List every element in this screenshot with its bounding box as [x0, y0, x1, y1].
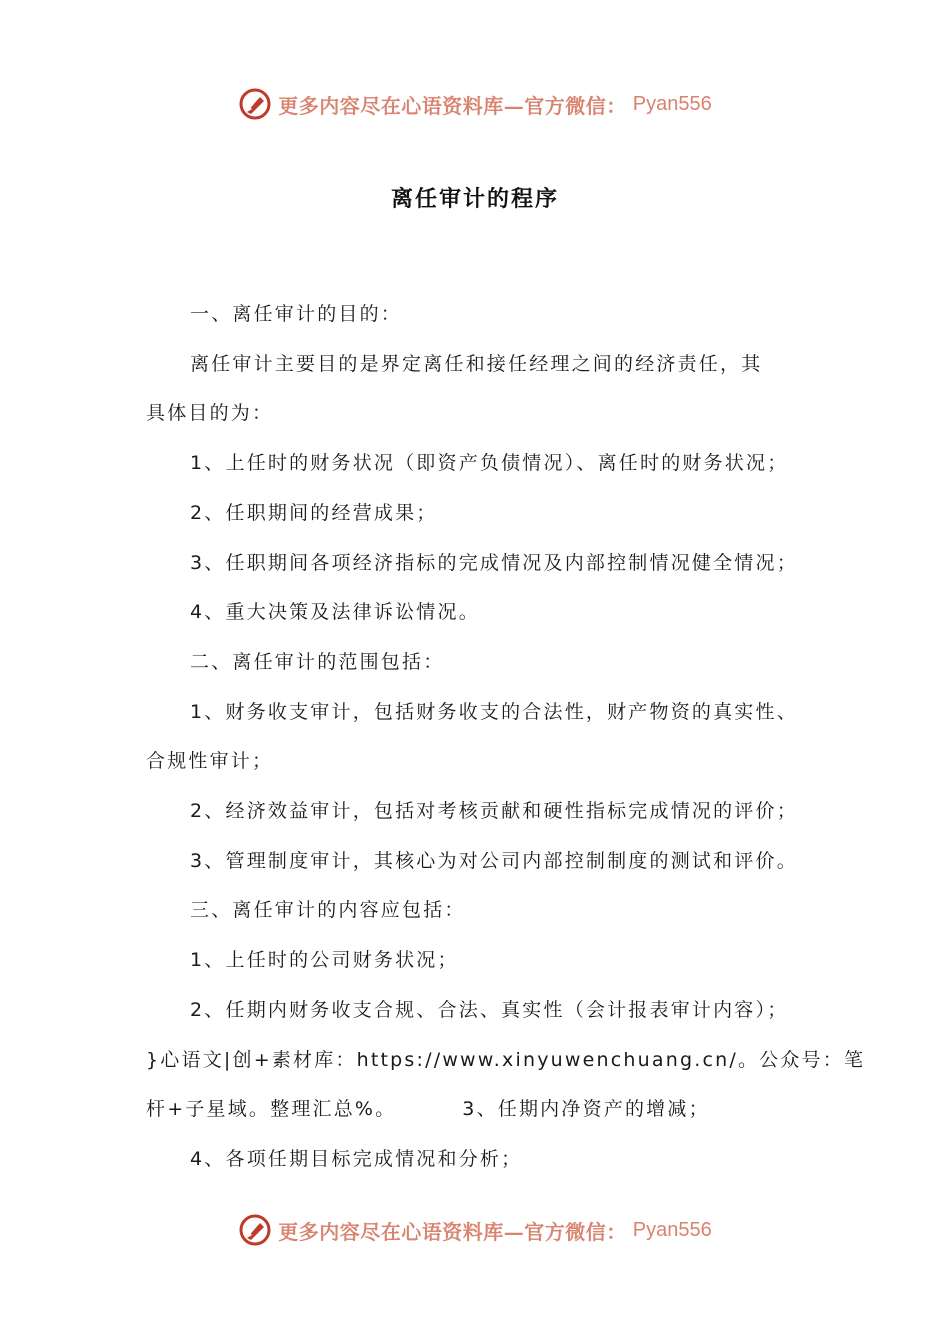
list-item: 3、管理制度审计，其核心为对公司内部控制制度的测试和评价。: [190, 849, 798, 872]
document-title: 离任审计的程序: [390, 187, 559, 212]
watermark-text: 更多内容尽在心语资料库—官方微信：: [278, 1219, 627, 1244]
section-heading-scope: 二、离任审计的范围包括：: [190, 650, 445, 673]
watermark-account: Pyan556: [632, 1218, 712, 1241]
list-item: 1、上任时的财务状况（即资产负债情况）、离任时的财务状况；: [190, 452, 789, 475]
list-item: 4、各项任期目标完成情况和分析；: [190, 1147, 523, 1170]
footer-watermark: [0, 1210, 950, 1250]
pen-nib-logo-icon: [238, 87, 272, 121]
watermark-account: Pyan556: [632, 92, 712, 115]
document-body: [146, 290, 866, 1185]
list-item: 2、任职期间的经营成果；: [190, 501, 438, 524]
inserted-ad-line: }心语文|创+素材库：https://www.xinyuwenchuang.cn/。公众号：笔: [146, 1048, 866, 1071]
header-watermark: [0, 84, 950, 124]
list-item: 1、上任时的公司财务状况；: [190, 949, 459, 972]
list-item: 4、重大决策及法律诉讼情况。: [190, 601, 480, 624]
inserted-ad-line-continuation: 杆+子星域。整理汇总%。 3、任期内净资产的增减；: [146, 1098, 710, 1121]
section-heading-content: 三、离任审计的内容应包括：: [190, 899, 466, 922]
paragraph: 离任审计主要目的是界定离任和接任经理之间的经济责任，其: [190, 352, 763, 375]
watermark-text: 更多内容尽在心语资料库—官方微信：: [278, 93, 627, 118]
list-item: 3、任职期间各项经济指标的完成情况及内部控制情况健全情况；: [190, 551, 798, 574]
list-item: 1、财务收支审计，包括财务收支的合法性，财产物资的真实性、: [190, 700, 798, 723]
list-item: 2、任期内财务收支合规、合法、真实性（会计报表审计内容）；: [190, 998, 789, 1021]
list-item: 2、经济效益审计，包括对考核贡献和硬性指标完成情况的评价；: [190, 800, 798, 823]
pen-nib-logo-icon: [238, 1213, 272, 1247]
section-heading-purpose: 一、离任审计的目的：: [190, 303, 403, 325]
paragraph-continuation: 具体目的为：: [146, 402, 274, 425]
paragraph-continuation: 合规性审计；: [146, 750, 274, 773]
